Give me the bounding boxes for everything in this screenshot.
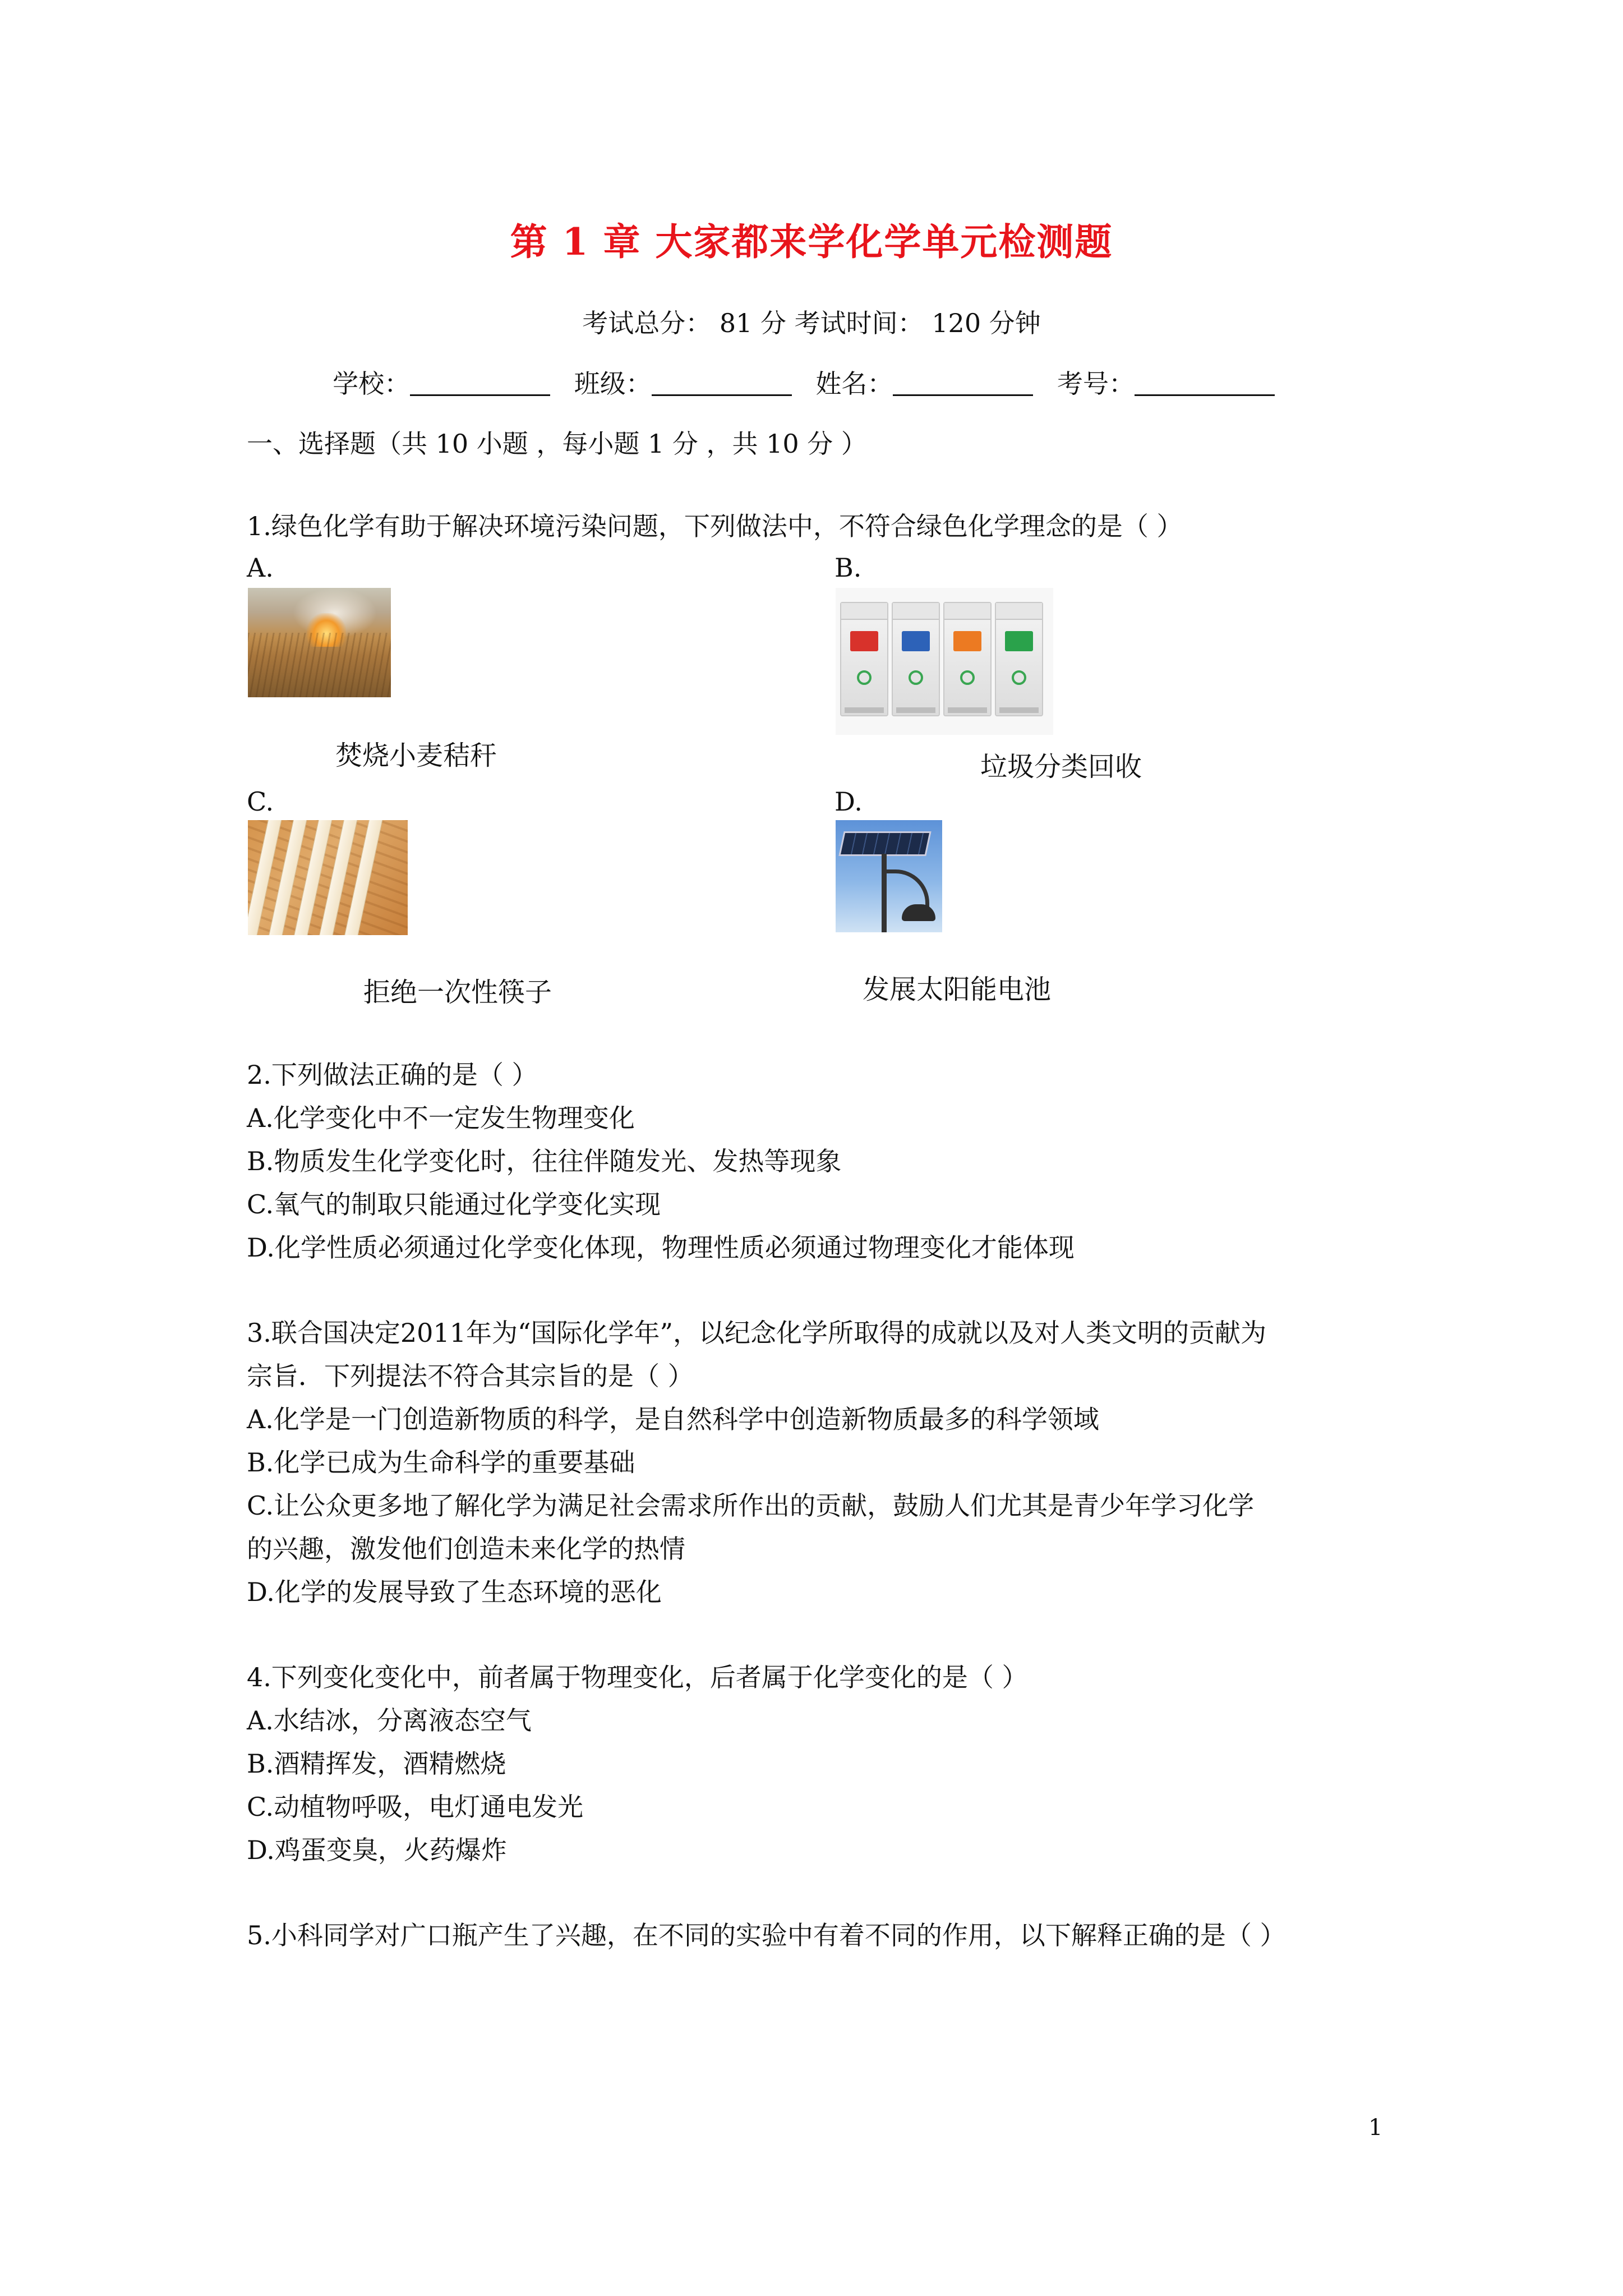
question-1-stem: 1.绿色化学有助于解决环境污染问题，下列做法中，不符合绿色化学理念的是（ ）: [247, 511, 1183, 541]
exam-meta: 考试总分： 81 分 考试时间： 120 分钟: [582, 308, 1041, 338]
section-heading: 一、选择题（共 10 小题 ，每小题 1 分 ，共 10 分 ）: [247, 429, 867, 459]
q3-option-b: B.化学已成为生命科学的重要基础: [247, 1447, 635, 1478]
q2-option-d: D.化学性质必须通过化学变化体现，物理性质必须通过物理变化才能体现: [247, 1232, 1075, 1263]
page-number: 1: [1368, 2115, 1383, 2141]
page-title: 第 1 章 大家都来学化学单元检测题: [510, 220, 1113, 264]
q4-option-c: C.动植物呼吸，电灯通电发光: [247, 1792, 584, 1822]
recycle-bins-image: [836, 588, 1053, 735]
q3-option-c: C.让公众更多地了解化学为满足社会需求所作出的贡献，鼓励人们尤其是青少年学习化学: [247, 1490, 1255, 1521]
question-3-stem-line-2: 宗旨．下列提法不符合其宗旨的是（ ）: [247, 1361, 694, 1391]
q1-option-d-letter: D.: [834, 786, 863, 817]
q1-option-b-caption: 垃圾分类回收: [980, 751, 1142, 783]
q4-option-a: A.水结冰，分离液态空气: [247, 1705, 532, 1736]
question-3-stem-line-1: 3.联合国决定2011年为“国际化学年”，以纪念化学所取得的成就以及对人类文明的贡献为: [247, 1318, 1266, 1348]
class-label: 班级：: [574, 369, 652, 399]
chopsticks-image: [248, 820, 408, 935]
q4-option-d: D.鸡蛋变臭，火药爆炸: [247, 1835, 507, 1865]
question-2-stem: 2.下列做法正确的是（ ）: [247, 1060, 538, 1090]
q2-option-c: C.氧气的制取只能通过化学变化实现: [247, 1189, 661, 1220]
q1-option-a-caption: 焚烧小麦秸秆: [335, 740, 497, 771]
exam-number-blank: [1135, 372, 1275, 396]
q4-option-b: B.酒精挥发，酒精燃烧: [247, 1749, 506, 1779]
q1-option-c-letter: C.: [247, 786, 274, 817]
student-info: [0, 364, 1623, 401]
q3-option-d: D.化学的发展导致了生态环境的恶化: [247, 1577, 662, 1607]
class-blank: [652, 372, 792, 396]
name-blank: [893, 372, 1033, 396]
q1-option-b-letter: B.: [834, 553, 862, 583]
school-label: 学校：: [333, 369, 411, 399]
school-blank: [410, 372, 550, 396]
q1-option-a-letter: A.: [247, 553, 274, 583]
q3-option-c-continued: 的兴趣，激发他们创造未来化学的热情: [247, 1534, 685, 1564]
exam-number-label: 考号：: [1057, 369, 1135, 399]
solar-lamp-image: [836, 820, 942, 932]
q1-option-c-caption: 拒绝一次性筷子: [363, 977, 552, 1008]
q3-option-a: A.化学是一门创造新物质的科学，是自然科学中创造新物质最多的科学领域: [247, 1404, 1099, 1434]
question-4-stem: 4.下列变化变化中，前者属于物理变化，后者属于化学变化的是（ ）: [247, 1662, 1028, 1692]
name-label: 姓名：: [815, 369, 893, 399]
q2-option-b: B.物质发生化学变化时，往往伴随发光、发热等现象: [247, 1146, 842, 1176]
burning-straw-image: [248, 588, 391, 697]
question-5-stem: 5.小科同学对广口瓶产生了兴趣，在不同的实验中有着不同的作用，以下解释正确的是（ ）: [247, 1920, 1286, 1950]
q1-option-d-caption: 发展太阳能电池: [863, 974, 1052, 1005]
q2-option-a: A.化学变化中不一定发生物理变化: [247, 1103, 635, 1133]
